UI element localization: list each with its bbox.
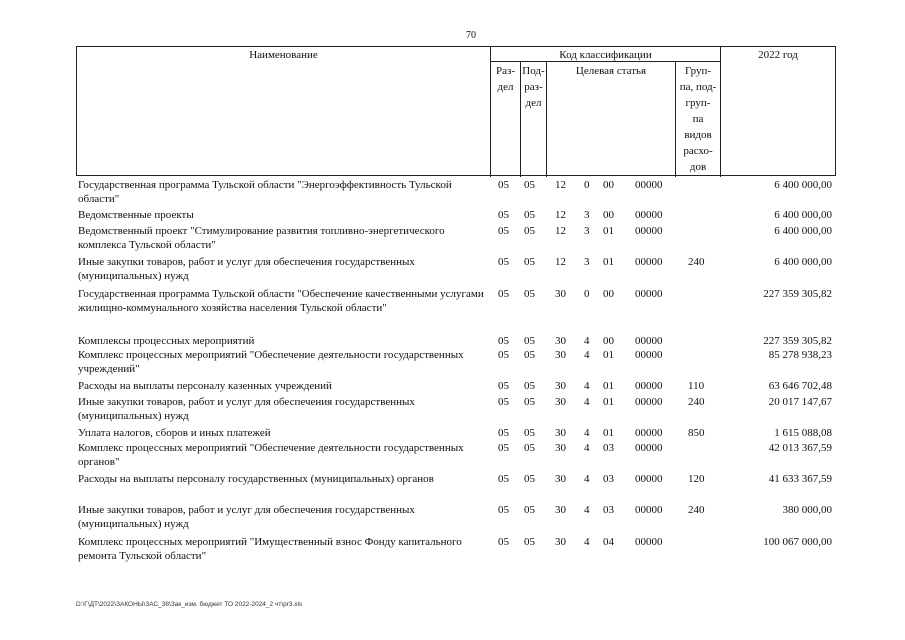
row-code-rz: 05 — [498, 442, 509, 454]
row-code-c1: 12 — [555, 225, 566, 237]
row-code-vr: 110 — [688, 380, 705, 392]
row-code-pr: 05 — [524, 473, 535, 485]
row-code-c1: 30 — [555, 380, 566, 392]
row-code-c4: 00000 — [635, 504, 663, 516]
row-code-c3: 00 — [603, 335, 614, 347]
row-name: Иные закупки товаров, работ и услуг для обеспечения государственных (муниципальных) нужд — [78, 396, 415, 422]
row-name: Уплата налогов, сборов и иных платежей — [78, 427, 271, 439]
row-sum: 85 278 938,23 — [768, 349, 832, 361]
row-code-c3: 00 — [603, 209, 614, 221]
row-name: Государственная программа Тульской области "Энергоэффективность Тульской области" — [78, 179, 452, 205]
row-code-rz: 05 — [498, 225, 509, 237]
row-code-c4: 00000 — [635, 396, 663, 408]
row-code-rz: 05 — [498, 504, 509, 516]
header-group: Груп- па, под- груп- па видов расхо- дов — [679, 65, 717, 173]
row-code-c4: 00000 — [635, 288, 663, 300]
row-code-c2: 4 — [584, 536, 590, 548]
row-name: Комплексы процессных мероприятий — [78, 335, 255, 347]
row-code-rz: 05 — [498, 179, 509, 191]
header-subsection: Под- раз- дел — [522, 65, 545, 109]
row-code-c4: 00000 — [635, 380, 663, 392]
row-code-rz: 05 — [498, 473, 509, 485]
row-code-pr: 05 — [524, 179, 535, 191]
row-code-pr: 05 — [524, 288, 535, 300]
row-code-c3: 01 — [603, 256, 614, 268]
row-code-c1: 30 — [555, 288, 566, 300]
row-code-c1: 30 — [555, 504, 566, 516]
file-path: D:\Г\ДТ\2022\ЗАКОНЫ\ЗАС_38\Зак_изм. бюджет ТО 2022-2024_2 чт\pr3.xls — [76, 601, 303, 608]
row-code-c4: 00000 — [635, 335, 663, 347]
row-sum: 227 359 305,82 — [763, 335, 832, 347]
row-code-c4: 00000 — [635, 536, 663, 548]
row-code-c3: 03 — [603, 473, 614, 485]
row-code-vr: 850 — [688, 427, 705, 439]
row-code-c2: 3 — [584, 209, 590, 221]
row-code-rz: 05 — [498, 536, 509, 548]
row-code-pr: 05 — [524, 349, 535, 361]
row-code-c4: 00000 — [635, 427, 663, 439]
row-code-c2: 0 — [584, 179, 590, 191]
row-sum: 380 000,00 — [782, 504, 832, 516]
row-code-pr: 05 — [524, 536, 535, 548]
row-code-c2: 3 — [584, 225, 590, 237]
row-sum: 6 400 000,00 — [774, 225, 832, 237]
row-sum: 20 017 147,67 — [768, 396, 832, 408]
row-code-c1: 30 — [555, 427, 566, 439]
row-code-c3: 01 — [603, 427, 614, 439]
row-code-c2: 4 — [584, 349, 590, 361]
row-code-pr: 05 — [524, 504, 535, 516]
row-code-pr: 05 — [524, 427, 535, 439]
row-code-vr: 240 — [688, 256, 705, 268]
row-code-pr: 05 — [524, 256, 535, 268]
row-code-pr: 05 — [524, 225, 535, 237]
row-code-c4: 00000 — [635, 349, 663, 361]
row-code-c2: 0 — [584, 288, 590, 300]
row-code-vr: 120 — [688, 473, 705, 485]
row-code-rz: 05 — [498, 209, 509, 221]
header-name: Наименование — [249, 49, 318, 61]
row-sum: 227 359 305,82 — [763, 288, 832, 300]
row-code-c3: 01 — [603, 225, 614, 237]
row-code-rz: 05 — [498, 335, 509, 347]
row-code-c1: 30 — [555, 349, 566, 361]
row-code-c3: 01 — [603, 396, 614, 408]
row-sum: 1 615 088,08 — [774, 427, 832, 439]
row-name: Расходы на выплаты персоналу казенных учреждений — [78, 380, 332, 392]
row-code-c2: 3 — [584, 256, 590, 268]
row-code-c1: 12 — [555, 179, 566, 191]
row-code-c4: 00000 — [635, 442, 663, 454]
row-code-c2: 4 — [584, 473, 590, 485]
row-name: Ведомственные проекты — [78, 209, 194, 221]
row-code-c4: 00000 — [635, 179, 663, 191]
row-code-pr: 05 — [524, 380, 535, 392]
row-code-c4: 00000 — [635, 209, 663, 221]
header-code: Код классификации — [559, 49, 652, 61]
row-name: Комплекс процессных мероприятий "Имущественный взнос Фонду капитального ремонта Тульской области" — [78, 536, 462, 562]
row-code-c3: 01 — [603, 349, 614, 361]
row-code-c1: 30 — [555, 442, 566, 454]
row-code-c2: 4 — [584, 504, 590, 516]
row-code-c1: 30 — [555, 335, 566, 347]
row-code-c3: 01 — [603, 380, 614, 392]
row-code-c3: 03 — [603, 442, 614, 454]
row-code-c2: 4 — [584, 442, 590, 454]
row-name: Иные закупки товаров, работ и услуг для обеспечения государственных (муниципальных) нужд — [78, 504, 415, 530]
header-section: Раз- дел — [495, 65, 515, 93]
row-code-c2: 4 — [584, 380, 590, 392]
row-code-c4: 00000 — [635, 473, 663, 485]
row-code-rz: 05 — [498, 256, 509, 268]
row-code-c2: 4 — [584, 427, 590, 439]
row-code-vr: 240 — [688, 504, 705, 516]
row-code-pr: 05 — [524, 209, 535, 221]
row-code-c4: 00000 — [635, 225, 663, 237]
row-sum: 42 013 367,59 — [768, 442, 832, 454]
row-code-c2: 4 — [584, 396, 590, 408]
row-code-c1: 30 — [555, 536, 566, 548]
row-code-rz: 05 — [498, 380, 509, 392]
row-code-c2: 4 — [584, 335, 590, 347]
header-year: 2022 год — [758, 49, 798, 61]
row-code-c3: 04 — [603, 536, 614, 548]
row-sum: 41 633 367,59 — [768, 473, 832, 485]
row-code-pr: 05 — [524, 335, 535, 347]
row-name: Комплекс процессных мероприятий "Обеспечение деятельности государственных органов" — [78, 442, 464, 468]
row-code-vr: 240 — [688, 396, 705, 408]
row-name: Государственная программа Тульской области "Обеспечение качественными услугами жилищно-коммунального хозяйства населения Тульской области" — [78, 288, 484, 314]
row-code-rz: 05 — [498, 396, 509, 408]
row-code-rz: 05 — [498, 349, 509, 361]
row-code-pr: 05 — [524, 442, 535, 454]
row-code-c3: 03 — [603, 504, 614, 516]
row-sum: 6 400 000,00 — [774, 179, 832, 191]
header-target: Целевая статья — [575, 65, 647, 77]
row-name: Иные закупки товаров, работ и услуг для обеспечения государственных (муниципальных) нужд — [78, 256, 415, 282]
row-sum: 6 400 000,00 — [774, 256, 832, 268]
row-code-rz: 05 — [498, 288, 509, 300]
row-code-c1: 30 — [555, 473, 566, 485]
row-sum: 6 400 000,00 — [774, 209, 832, 221]
row-code-c1: 12 — [555, 209, 566, 221]
row-sum: 63 646 702,48 — [768, 380, 832, 392]
table-header — [76, 46, 836, 176]
row-code-c3: 00 — [603, 179, 614, 191]
row-code-c1: 12 — [555, 256, 566, 268]
page-number: 70 — [466, 30, 476, 41]
row-name: Расходы на выплаты персоналу государственных (муниципальных) органов — [78, 473, 434, 485]
row-code-c4: 00000 — [635, 256, 663, 268]
row-name: Ведомственный проект "Стимулирование развития топливно-энергетического комплекса Тульской области" — [78, 225, 445, 251]
row-code-rz: 05 — [498, 427, 509, 439]
row-code-c1: 30 — [555, 396, 566, 408]
row-sum: 100 067 000,00 — [763, 536, 832, 548]
row-code-c3: 00 — [603, 288, 614, 300]
row-name: Комплекс процессных мероприятий "Обеспечение деятельности государственных учреждений" — [78, 349, 464, 375]
row-code-pr: 05 — [524, 396, 535, 408]
